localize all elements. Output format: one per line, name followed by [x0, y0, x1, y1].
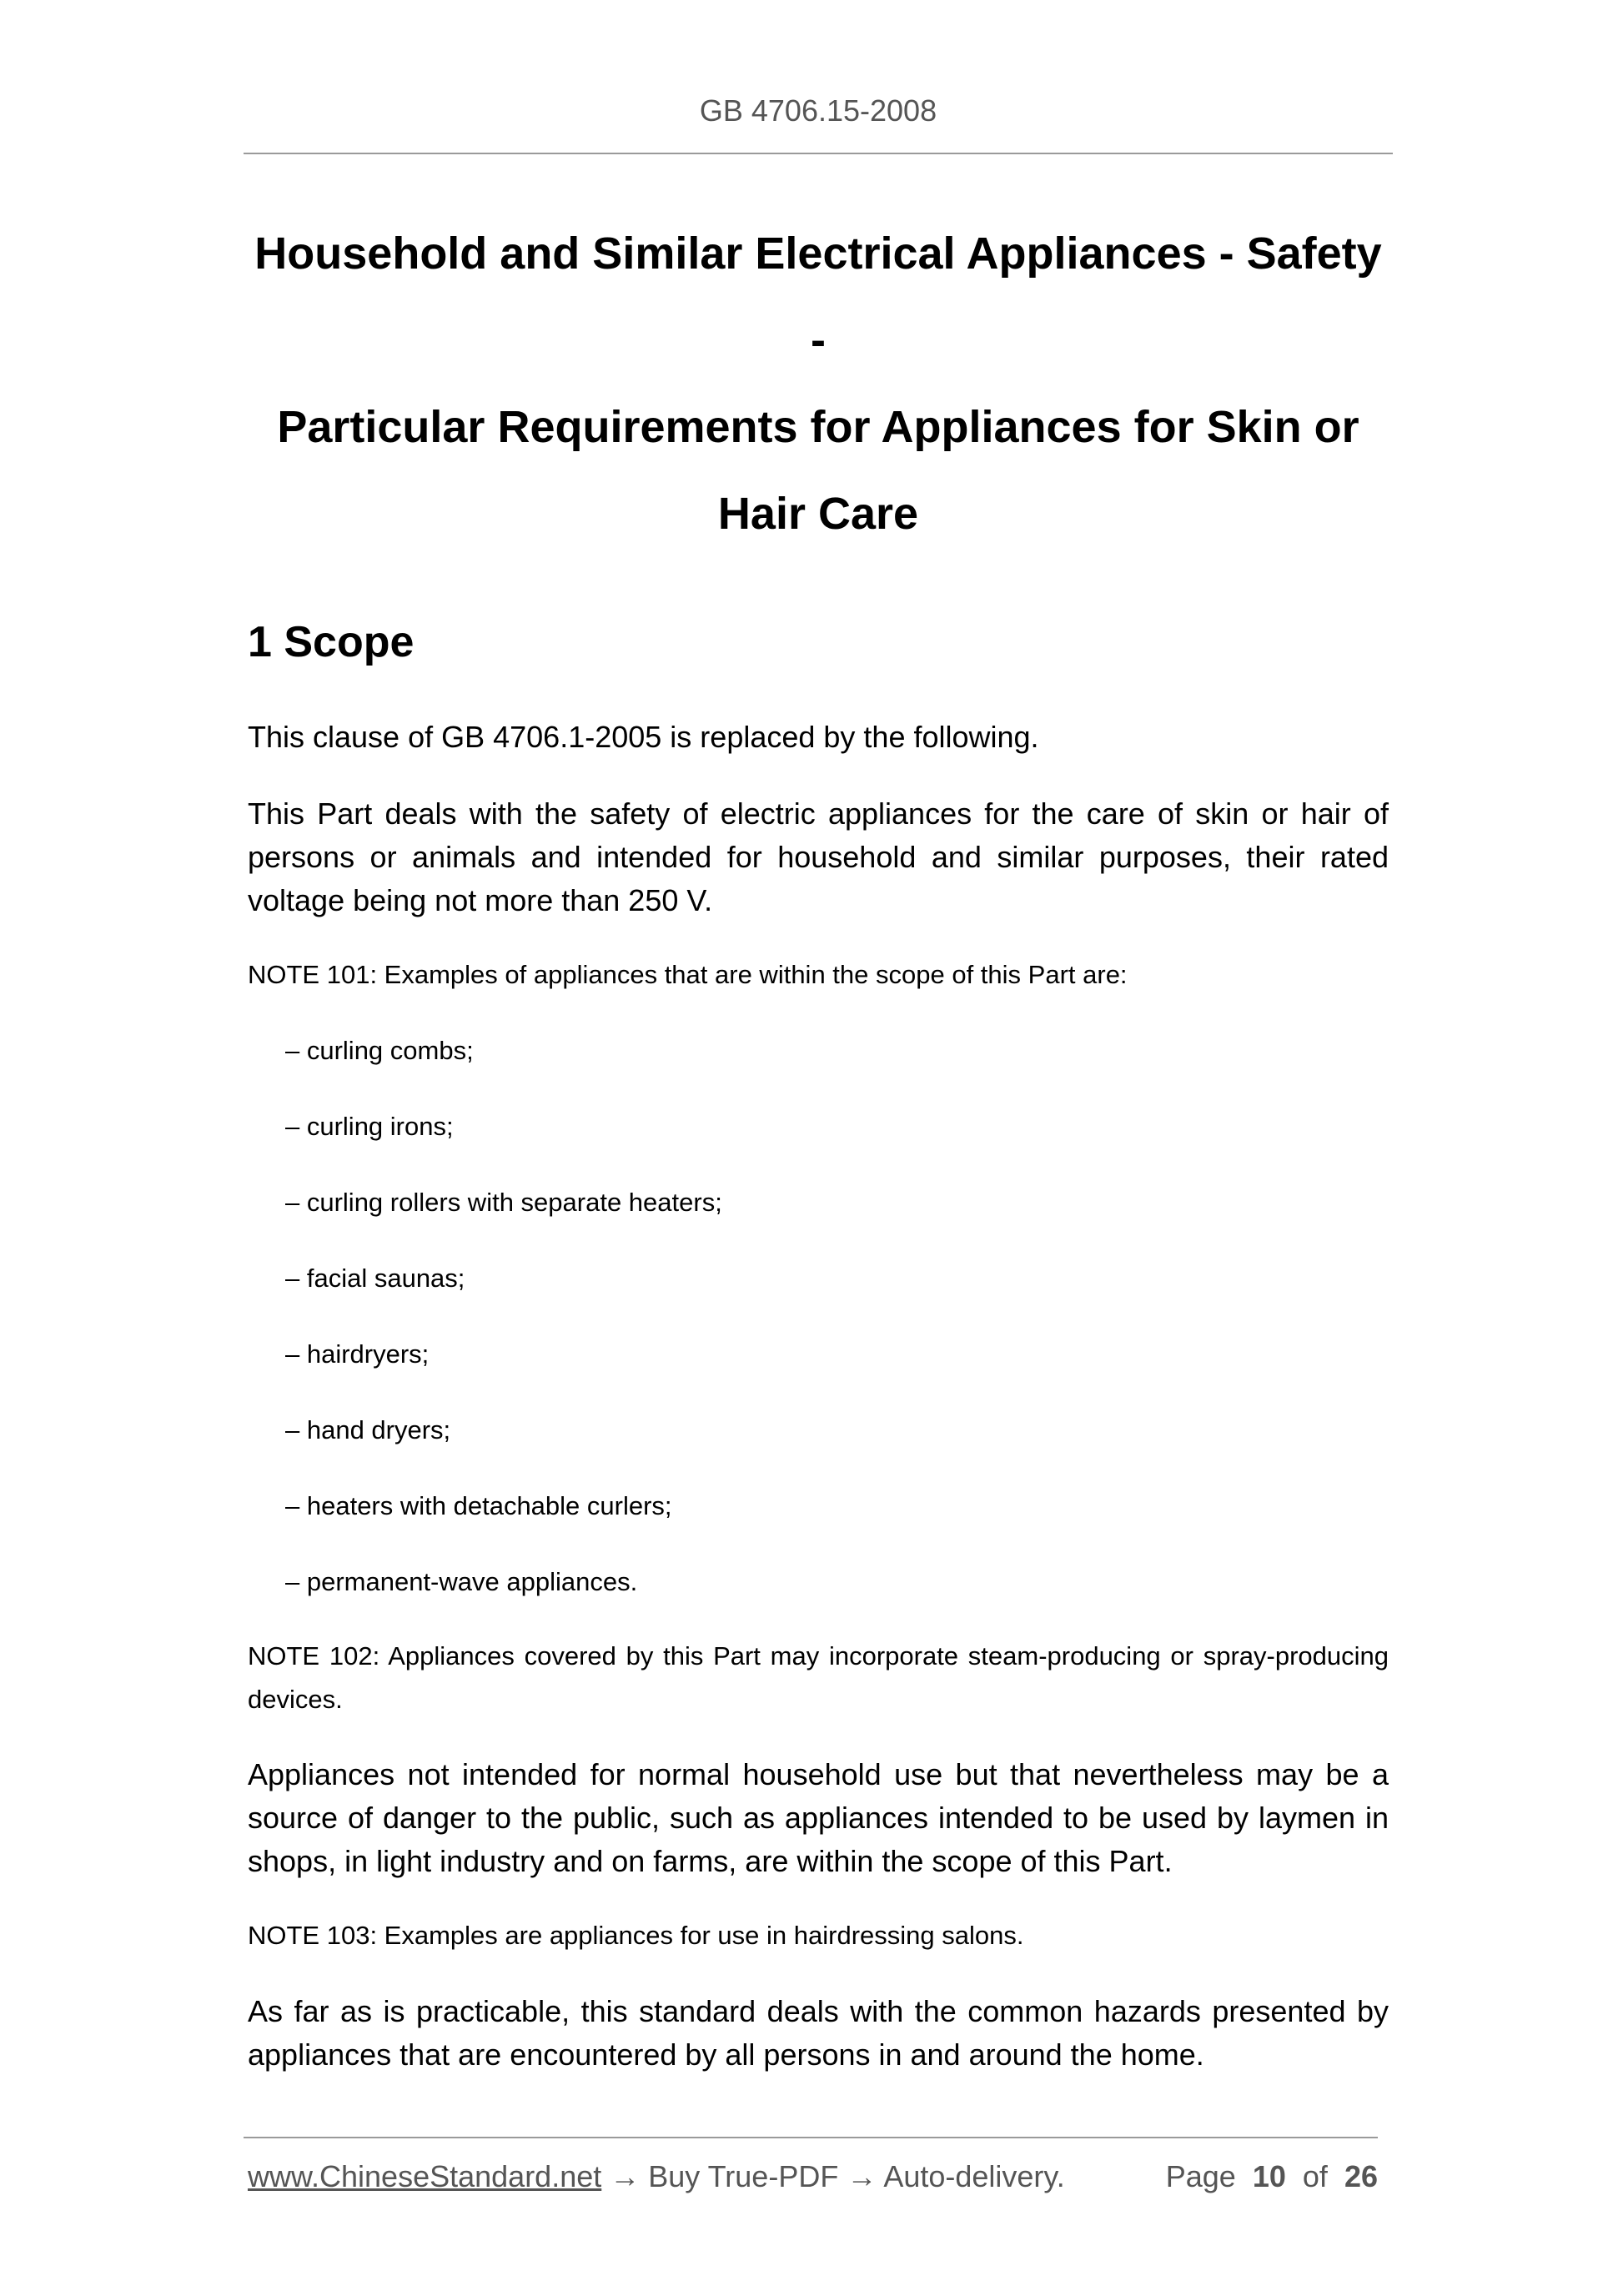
paragraph-scope-definition: This Part deals with the safety of electric appliances for the care of skin or hair of persons or animals and intended for household and similar purposes, their rated voltage being not more than 250 V.	[248, 796, 1389, 917]
list-item: – curling rollers with separate heaters;	[285, 1188, 722, 1217]
list-item: – curling combs;	[285, 1036, 474, 1065]
paragraph-replacement-clause: This clause of GB 4706.1-2005 is replaced by the following.	[248, 720, 1039, 754]
page-label: Page	[1165, 2159, 1236, 2193]
footer-promo	[248, 2157, 1065, 2197]
paragraph-non-household-use: Appliances not intended for normal household use but that nevertheless may be a source of danger to the public, such as appliances intended to be used by laymen in shops, in light industry and on farms, are within the scope of this Part.	[248, 1757, 1389, 1878]
document-title-line-1: Household and Similar Electrical Appliances - Safety -	[254, 229, 1382, 365]
running-header: GB 4706.15-2008	[699, 93, 937, 128]
section-heading-scope: 1 Scope	[248, 618, 415, 666]
note-101: NOTE 101: Examples of appliances that are within the scope of this Part are:	[248, 960, 1128, 989]
paragraph-common-hazards: As far as is practicable, this standard deals with the common hazards presented by appliances that are encountered by all persons in and around the home.	[248, 1994, 1389, 2072]
note-103: NOTE 103: Examples are appliances for use in hairdressing salons.	[248, 1921, 1024, 1950]
of-label: of	[1302, 2159, 1328, 2193]
document-title	[244, 210, 1393, 557]
page-indicator	[1166, 2157, 1378, 2197]
list-item: – curling irons;	[285, 1112, 454, 1141]
examples-list	[285, 1029, 722, 1636]
website-link[interactable]: www.ChineseStandard.net	[248, 2159, 602, 2193]
list-item: – facial saunas;	[285, 1264, 465, 1293]
document-title-line-2: Particular Requirements for Appliances for Skin or	[277, 402, 1359, 452]
document-title-line-3: Hair Care	[717, 489, 919, 539]
footer-divider	[244, 2137, 1378, 2138]
note-102: NOTE 102: Appliances covered by this Part may incorporate steam-producing or spray-producing devices.	[248, 1641, 1389, 1714]
page-total: 26	[1344, 2159, 1378, 2193]
list-item: – hairdryers;	[285, 1339, 430, 1369]
footer-tagline: → Buy True-PDF → Auto-delivery.	[601, 2159, 1065, 2193]
list-item: – permanent-wave appliances.	[285, 1567, 638, 1596]
header-divider	[244, 153, 1393, 154]
page-number: 10	[1252, 2159, 1286, 2193]
list-item: – heaters with detachable curlers;	[285, 1491, 672, 1520]
list-item: – hand dryers;	[285, 1415, 451, 1444]
